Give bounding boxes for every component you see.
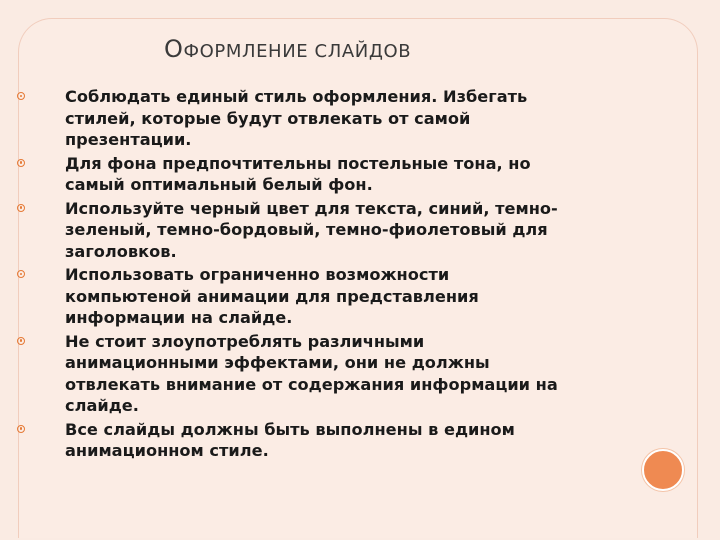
bullet-item xyxy=(0,264,720,329)
bullet-item xyxy=(0,153,720,196)
bullet-text: Не стоит злоупотреблять различными анимационными эффектами, они не должны отвлекать внимание от содержания информации на слайде. xyxy=(65,331,558,415)
bullet-text: Использовать ограниченно возможности компьютеной анимации для представления информации на слайде. xyxy=(65,265,479,327)
bullet-item xyxy=(0,331,720,417)
bullet-item xyxy=(0,419,720,462)
bullet-marker-icon xyxy=(17,425,25,433)
bullet-item xyxy=(0,198,720,263)
bullet-text: Используйте черный цвет для текста, синий, темно- зеленый, темно-бордовый, темно-фиолетовый для заголовков. xyxy=(65,198,558,261)
bullet-marker-icon xyxy=(17,337,25,345)
bullet-marker-icon xyxy=(17,270,25,278)
decorative-circle-icon xyxy=(642,449,684,491)
bullet-text: Соблюдать единый стиль оформления. Избегать стилей, которые будут отвлекать от самой презентации. xyxy=(65,87,528,149)
bullet-text: Все слайды должны быть выполнены в едином анимационном стиле. xyxy=(65,419,515,460)
bullet-marker-icon xyxy=(17,92,25,100)
bullet-text: Для фона предпочтительны постельные тона, но самый оптимальный белый фон. xyxy=(65,153,531,194)
bullet-marker-icon xyxy=(17,159,25,167)
bullet-list xyxy=(0,86,720,464)
title-rest: ФОРМЛЕНИЕ СЛАЙДОВ xyxy=(183,41,412,62)
slide-title xyxy=(164,35,411,63)
bullet-marker-icon xyxy=(17,204,25,212)
bullet-item xyxy=(0,86,720,151)
title-first-letter: О xyxy=(164,35,184,63)
